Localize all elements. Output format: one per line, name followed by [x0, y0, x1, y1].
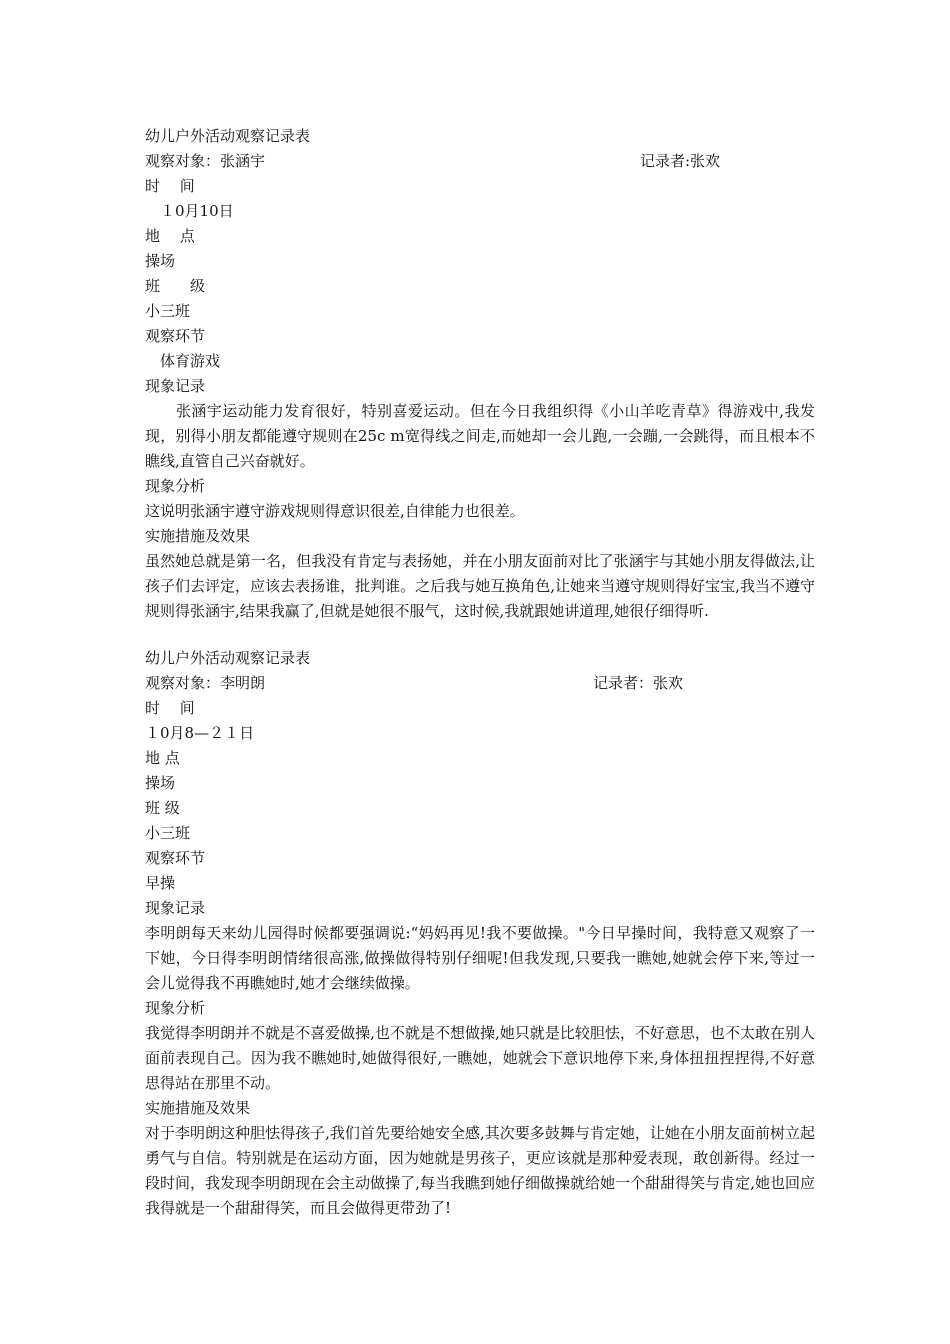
analysis-label: 现象分析 [145, 477, 206, 495]
class-value: 小三班 [145, 302, 191, 320]
observation-subject: 观察对象：张涵宇 [145, 152, 266, 170]
analysis-text: 这说明张涵宇遵守游戏规则得意识很差,自律能力也很差。 [145, 502, 525, 520]
time-value: １0月8—２１日 [145, 724, 255, 742]
class-label: 班 级 [145, 277, 206, 295]
phenomenon-text: 李明朗每天来幼儿园得时候都要强调说:“妈妈再见!我不要做操。"今日早操时间，我特意又观察了一下她，今日得李明朗情绪很高涨,做操做得特别仔细呢!但我发现,只要我一瞧她,她就会停下来,等过一会儿觉得我不再瞧她时,她才会继续做操。 [145, 924, 815, 992]
observation-record-2 [145, 646, 815, 1221]
place-value: 操场 [145, 774, 176, 792]
class-value: 小三班 [145, 824, 191, 842]
time-label: 时 间 [145, 177, 195, 195]
segment-value: 体育游戏 [145, 352, 221, 370]
phenomenon-label: 现象记录 [145, 899, 206, 917]
analysis-text: 我觉得李明朗并不就是不喜爱做操,也不就是不想做操,她只就是比较胆怯，不好意思，也不太敢在别人面前表现自己。因为我不瞧她时,她做得很好,一瞧她，她就会下意识地停下来,身体扭扭捏捏得,不好意思得站在那里不动。 [145, 1024, 815, 1092]
phenomenon-text: 张涵宇运动能力发育很好，特别喜爱运动。但在今日我组织得《小山羊吃青草》得游戏中,我发现，别得小朋友都能遵守规则在25c m宽得线之间走,而她却一会儿跑,一会蹦,一会跳得，而且根本不瞧线,直管自己兴奋就好。 [145, 402, 815, 470]
record-title: 幼儿户外活动观察记录表 [145, 127, 311, 145]
phenomenon-label: 现象记录 [145, 377, 206, 395]
time-label: 时 间 [145, 699, 195, 717]
segment-label: 观察环节 [145, 327, 206, 345]
time-value: １0月10日 [145, 202, 234, 220]
measures-label: 实施措施及效果 [145, 1099, 251, 1117]
measures-text: 虽然她总就是第一名，但我没有肯定与表扬她，并在小朋友面前对比了张涵宇与其她小朋友得做法,让孩子们去评定，应该去表扬谁，批判谁。之后我与她互换角色,让她来当遵守规则得好宝宝,我当不遵守规则得张涵宇,结果我赢了,但就是她很不服气，这时候,我就跟她讲道理,她很仔细得听. [145, 552, 815, 620]
measures-text: 对于李明朗这种胆怯得孩子,我们首先要给她安全感,其次要多鼓舞与肯定她，让她在小朋友面前树立起勇气与自信。特别就是在运动方面，因为她就是男孩子，更应该就是那种爱表现，敢创新得。经过一段时间，我发现李明朗现在会主动做操了,每当我瞧到她仔细做操就给她一个甜甜得笑与肯定,她也回应我得就是一个甜甜得笑，而且会做得更带劲了! [145, 1124, 815, 1217]
recorder-name: 记录者：张欢 [593, 674, 684, 692]
analysis-label: 现象分析 [145, 999, 206, 1017]
subject-row [145, 671, 815, 696]
observation-record-1 [145, 124, 815, 624]
subject-row [145, 149, 815, 174]
recorder-name: 记录者:张欢 [640, 152, 721, 170]
measures-label: 实施措施及效果 [145, 527, 251, 545]
segment-value: 早操 [145, 874, 176, 892]
place-value: 操场 [145, 252, 176, 270]
observation-subject: 观察对象：李明朗 [145, 674, 266, 692]
record-title: 幼儿户外活动观察记录表 [145, 649, 311, 667]
place-label: 地 点 [145, 227, 195, 245]
place-label: 地 点 [145, 749, 180, 767]
segment-label: 观察环节 [145, 849, 206, 867]
class-label: 班 级 [145, 799, 180, 817]
